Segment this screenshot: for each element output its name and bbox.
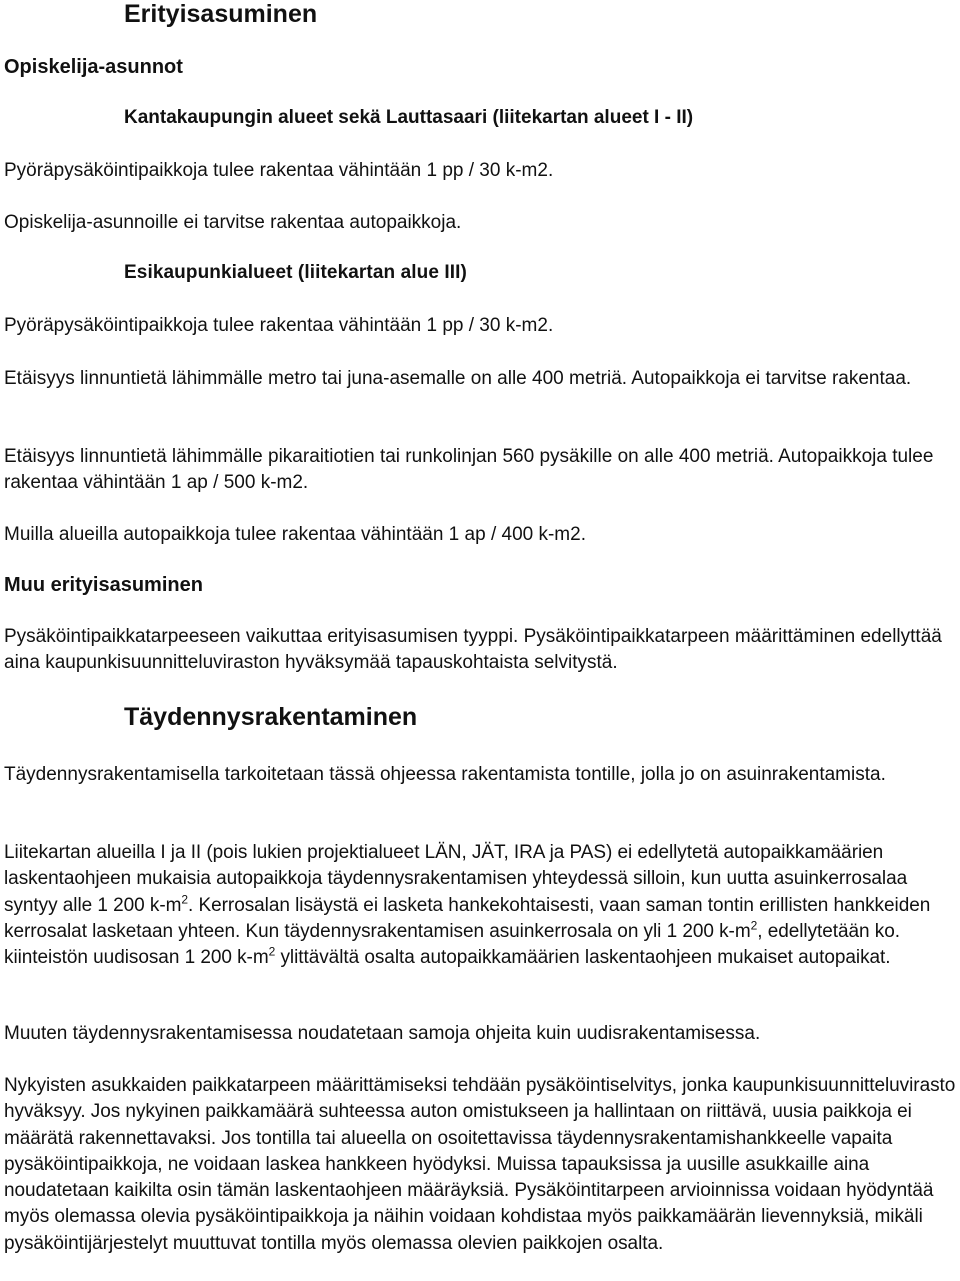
- heading-kantakaupunki: Kantakaupungin alueet sekä Lauttasaari (liitekartan alueet I - II): [124, 107, 694, 128]
- liitekartta-text-2: . Kerrosalan lisäystä ei lasketa hankekohtaisesti, vaan saman tontin erillisten hankkeiden kerrosalat lasketaan yhteen. Kun täydennysrakentamisen asuinkerrosala on yli 1 200 k-m: [4, 894, 931, 942]
- paragraph-opiskelija-autopaikat: Opiskelija-asunnoille ei tarvitse rakentaa autopaikkoja.: [4, 212, 462, 233]
- superscript-3: 2: [268, 944, 276, 959]
- heading-muu-erityisasuminen: Muu erityisasuminen: [4, 574, 203, 596]
- paragraph-nykyiset-asukkaat: Nykyisten asukkaiden paikkatarpeen määrittämiseksi tehdään pysäköintiselvitys, jonka kaupunkisuunnitteluvirasto hyväksyy. Jos nykyinen paikkamäärä suhteessa auton omistukseen ja hallintaan on riittävä, uusia paikkoja ei määrätä rakennettavaksi. Jos tontilla tai alueella on osoitettavissa täydennysrakentamishankkeelle vapaita pysäköintipaikkoja, ne voidaan laskea hankkeen hyödyksi. Muissa tapauksissa ja uusille asukkaille aina noudatetaan kaikilta osin tämän laskentaohjeen määräyksiä. Pysäköintitarpeen arvioinnissa voidaan hyödyntää myös olemassa olevia pysäköintipaikkoja ja näihin voidaan kohdistaa myös paikkamäärän lievennyksiä, mikäli pysäköintijärjestelyt muuttuvat tontilla myös olemassa olevien paikkojen osalta.: [4, 1075, 956, 1254]
- liitekartta-text-3: , edellytetään ko. kiinteistön uudisosan 1 200 k-m: [4, 920, 900, 969]
- paragraph-muu-erityisasuminen: Pysäköintipaikkatarpeeseen vaikuttaa erityisasumisen tyyppi. Pysäköintipaikkatarpeen määrittäminen edellyttää aina kaupunkisuunnitteluviraston hyväksymää tapauskohtaista selvitystä.: [4, 626, 942, 673]
- paragraph-muilla-alueilla: Muilla alueilla autopaikkoja tulee rakentaa vähintään 1 ap / 400 k-m2.: [4, 524, 586, 545]
- paragraph-pyora-1: Pyöräpysäköintipaikkoja tulee rakentaa vähintään 1 pp / 30 k-m2.: [4, 160, 554, 181]
- heading-esikaupunkialueet: Esikaupunkialueet (liitekartan alue III): [124, 262, 467, 283]
- paragraph-taydennys-maaritelma: Täydennysrakentamisella tarkoitetaan tässä ohjeessa rakentamista tontille, jolla jo on asuinrakentamista.: [4, 764, 886, 785]
- liitekartta-text-4: ylittävältä osalta autopaikkamäärien laskentaohjeen mukaiset autopaikat.: [275, 947, 891, 969]
- paragraph-metro: Etäisyys linnuntietä lähimmälle metro tai juna-asemalle on alle 400 metriä. Autopaikkoja ei tarvitse rakentaa.: [4, 368, 912, 389]
- section-title-taydennysrakentaminen: Täydennysrakentaminen: [124, 703, 418, 731]
- section-title-erityisasuminen: Erityisasuminen: [124, 0, 318, 28]
- liitekartta-text-1: Liitekartan alueilla I ja II (pois lukien projektialueet LÄN, JÄT, IRA ja PAS) ei edellytetä autopaikkamäärien laskentaohjeen mukaisia autopaikkoja täydennysrakentamisen yhteydessä silloin, kun uutta asuinkerrosalaa syntyy alle 1 200 k-m: [4, 842, 908, 916]
- paragraph-pyora-2: Pyöräpysäköintipaikkoja tulee rakentaa vähintään 1 pp / 30 k-m2.: [4, 315, 554, 336]
- superscript-2: 2: [750, 918, 758, 933]
- paragraph-liitekartan-alueet: [4, 840, 956, 971]
- paragraph-pikaraitio: Etäisyys linnuntietä lähimmälle pikaraitiotien tai runkolinjan 560 pysäkille on alle 400 metriä. Autopaikkoja tulee rakentaa vähintään 1 ap / 500 k-m2.: [4, 446, 934, 493]
- heading-opiskelija-asunnot: Opiskelija-asunnot: [4, 56, 183, 78]
- superscript-1: 2: [181, 892, 189, 907]
- paragraph-muuten: Muuten täydennysrakentamisessa noudatetaan samoja ohjeita kuin uudisrakentamisessa.: [4, 1023, 761, 1044]
